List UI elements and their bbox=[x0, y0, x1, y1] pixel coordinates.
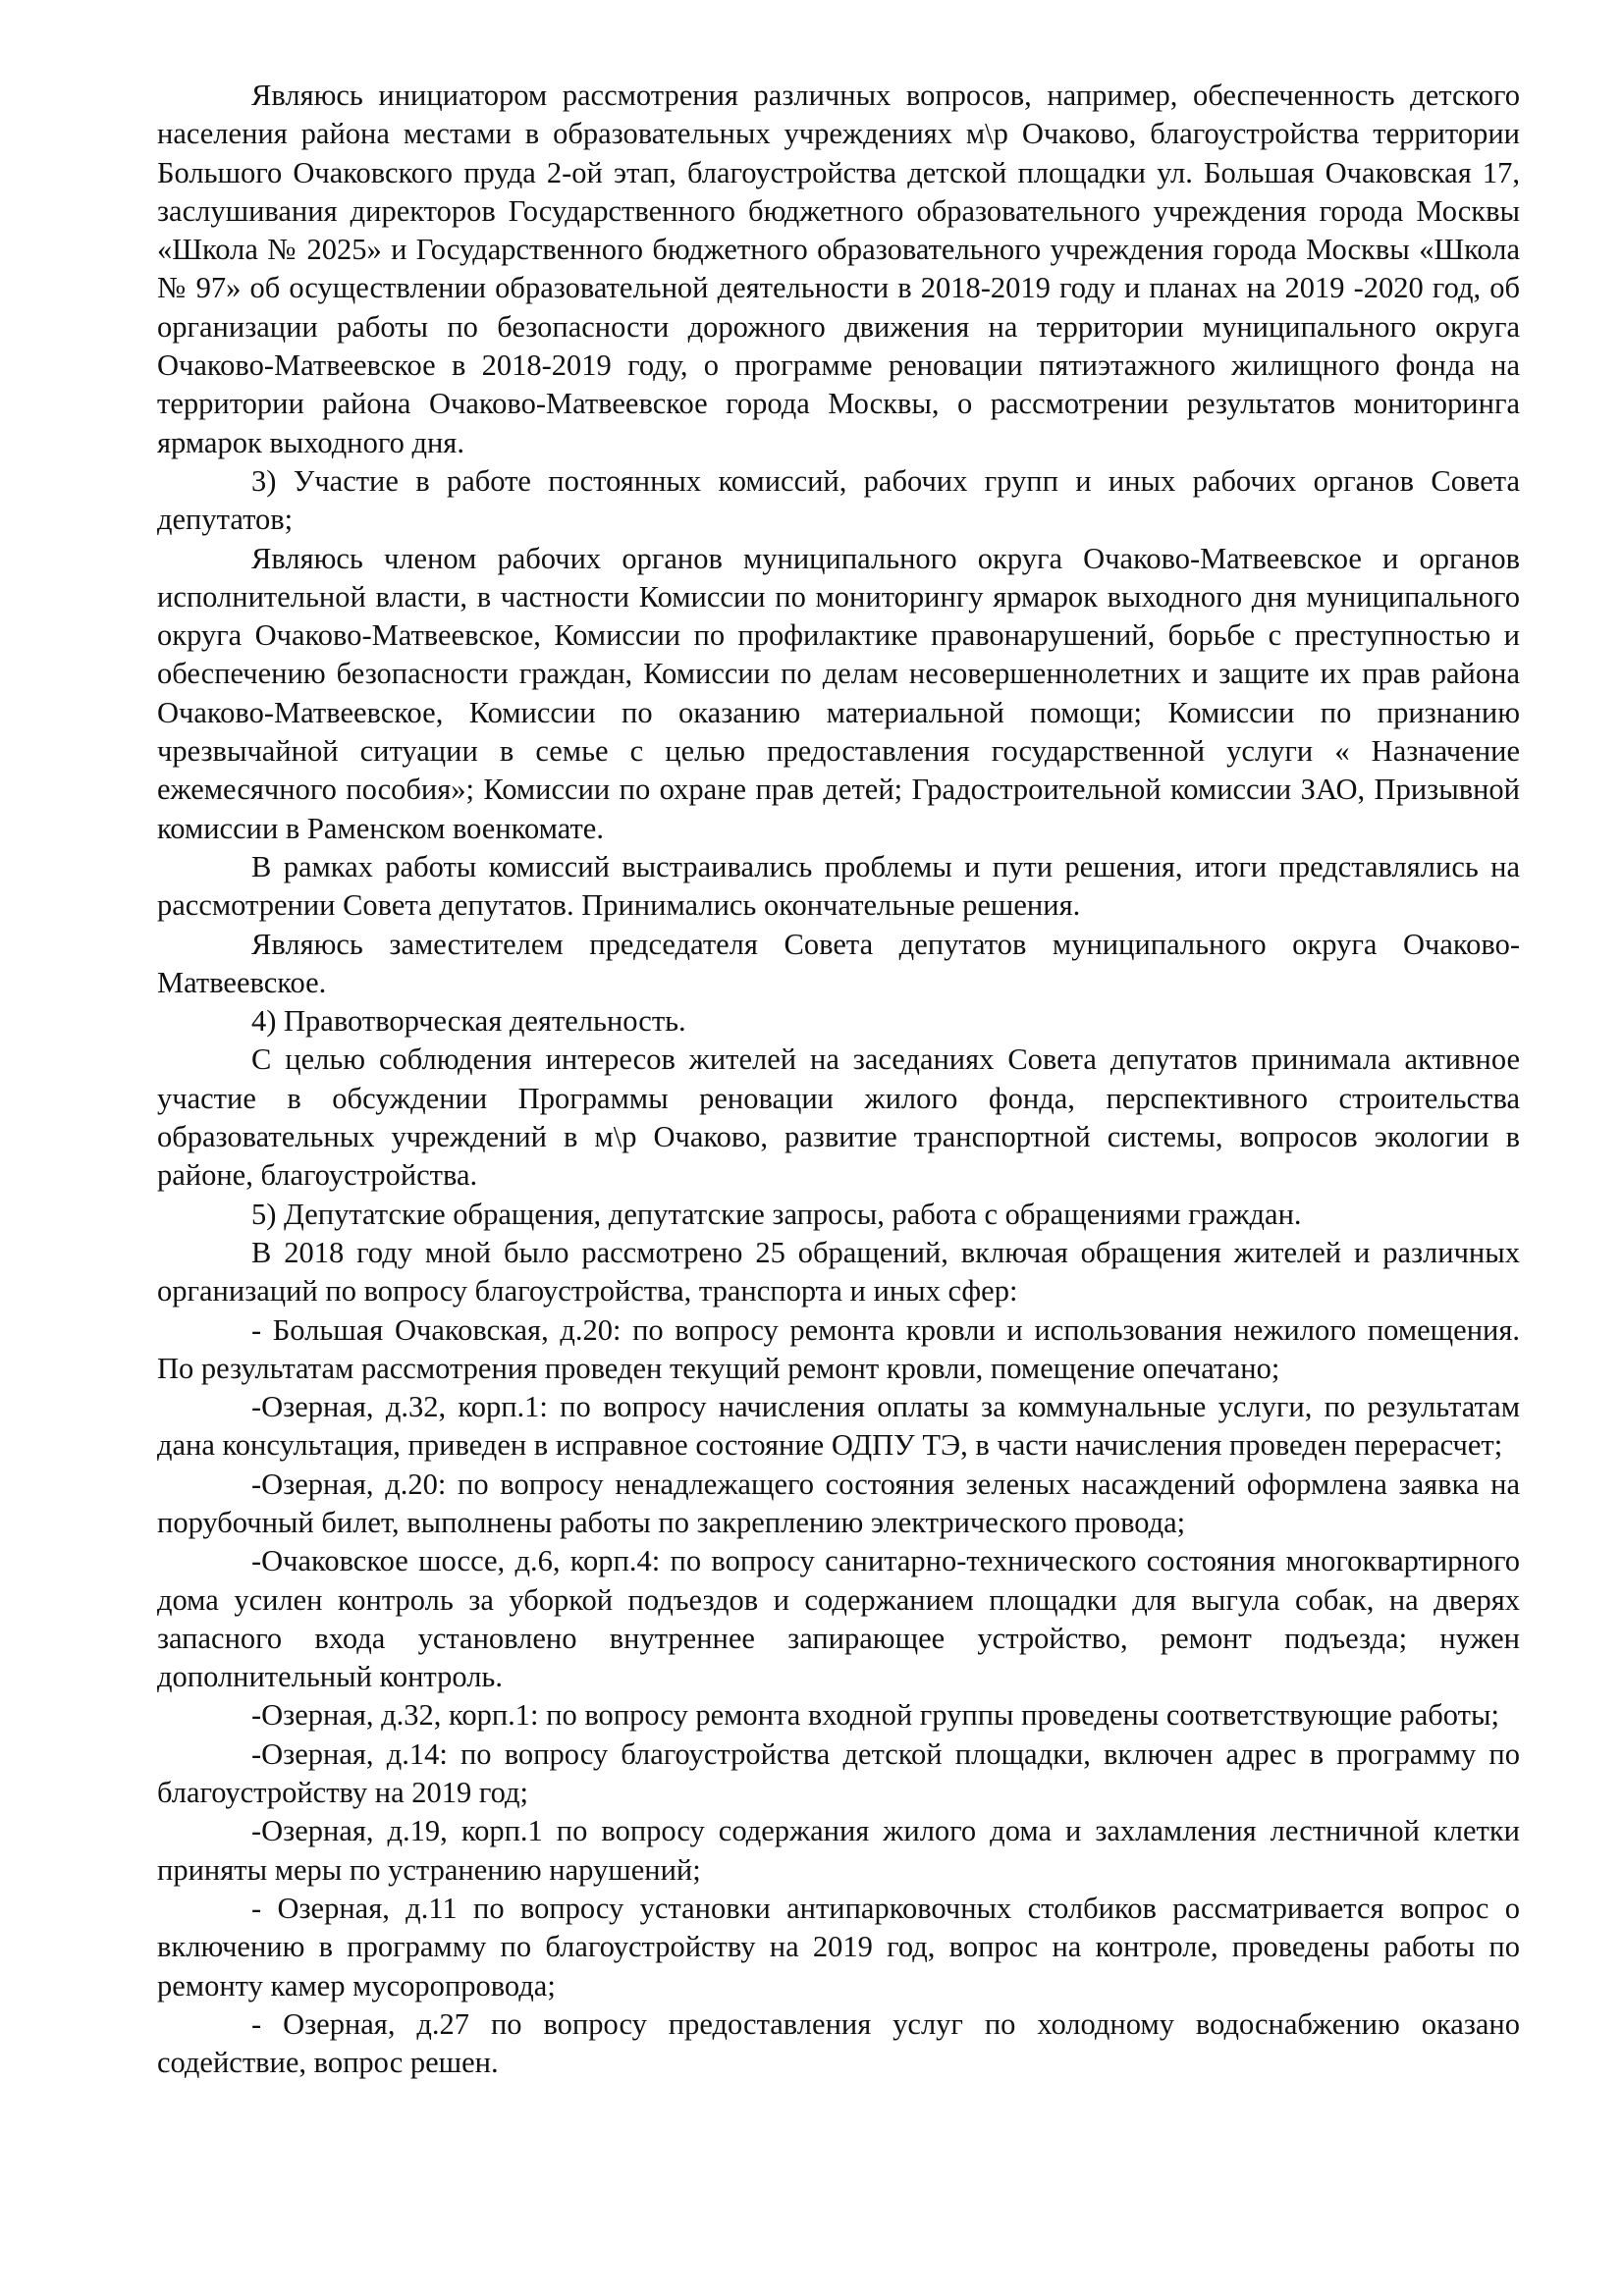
paragraph-deputy-chair: Являюсь заместителем председателя Совета депутатов муниципального округа Очаково-Матвеевское. bbox=[157, 927, 1520, 999]
paragraph-section-4-heading: 4) Правотворческая деятельность. bbox=[251, 1004, 686, 1039]
paragraph-commissions-membership: Являюсь членом рабочих органов муниципального округа Очаково-Матвеевское и органов исполнительной власти, в частности Комиссии по мониторингу ярмарок выходного дня муниципального округа Очаково-Матвеевское, Комиссии по профилактике правонарушений, борьбе с преступностью и обеспечению безопасности граждан, Комиссии по делам несовершеннолетних и защите их прав района Очаково-Матвеевское, Комиссии по оказанию материальной помощи; Комиссии по признанию чрезвычайной ситуации в семье с целью предоставления государственной услуги « Назначение ежемесячного пособия»; Комиссии по охране прав детей; Градостроительной комиссии ЗАО, Призывной комиссии в Раменском военкомате. bbox=[157, 541, 1520, 845]
paragraph-appeals-summary: В 2018 году мной было рассмотрено 25 обращений, включая обращения жителей и различных организаций по вопросу благоустройства, транспорта и иных сфер: bbox=[157, 1235, 1520, 1308]
list-item-appeal: -Очаковское шоссе, д.6, корп.4: по вопросу санитарно-технического состояния многоквартирного дома усилен контроль за уборкой подъездов и содержанием площадки для выгула собак, на дверях запасного входа установлено внутреннее запирающее устройство, ремонт подъезда; нужен дополнительный контроль. bbox=[157, 1544, 1520, 1694]
paragraph-lawmaking: С целью соблюдения интересов жителей на заседаниях Совета депутатов принимала активное участие в обсуждении Программы реновации жилого фонда, перспективного строительства образовательных учреждений в м\р Очаково, развитие транспортной системы, вопросов экологии в районе, благоустройства. bbox=[157, 1042, 1520, 1193]
list-item-appeal: -Озерная, д.32, корп.1: по вопросу начисления оплаты за коммунальные услуги, по результатам дана консультация, приведен в исправное состояние ОДПУ ТЭ, в части начисления проведен перерасчет; bbox=[157, 1390, 1520, 1463]
list-item-appeal: - Озерная, д.27 по вопросу предоставления услуг по холодному водоснабжению оказано содействие, вопрос решен. bbox=[157, 2006, 1520, 2080]
paragraph-commissions-work: В рамках работы комиссий выстраивались проблемы и пути решения, итоги представлялись на рассмотрении Совета депутатов. Принимались окончательные решения. bbox=[157, 849, 1520, 923]
list-item-appeal: -Озерная, д.20: по вопросу ненадлежащего состояния зеленых насаждений оформлена заявка на порубочный билет, выполнены работы по закреплению электрического провода; bbox=[157, 1467, 1520, 1539]
paragraph-section-5-heading: 5) Депутатские обращения, депутатские запросы, работа с обращениями граждан. bbox=[251, 1197, 1302, 1231]
paragraph-section-3-heading: 3) Участие в работе постоянных комиссий, рабочих групп и иных рабочих органов Совета депутатов; bbox=[157, 463, 1520, 537]
list-item-appeal: - Большая Очаковская, д.20: по вопросу ремонта кровли и использования нежилого помещения. По результатам рассмотрения проведен текущий ремонт кровли, помещение опечатано; bbox=[157, 1312, 1520, 1385]
list-item-appeal: -Озерная, д.32, корп.1: по вопросу ремонта входной группы проведены соответствующие работы; bbox=[251, 1698, 1499, 1733]
list-item-appeal: -Озерная, д.19, корп.1 по вопросу содержания жилого дома и захламления лестничной клетки приняты меры по устранению нарушений; bbox=[157, 1814, 1520, 1887]
paragraph-initiative: Являюсь инициатором рассмотрения различных вопросов, например, обеспеченность детского населения района местами в образовательных учреждениях м\р Очаково, благоустройства территории Большого Очаковского пруда 2-ой этап, благоустройства детской площадки ул. Большая Очаковская 17, заслушивания директоров Государственного бюджетного образовательного учреждения города Москвы «Школа № 2025» и Государственного бюджетного образовательного учреждения города Москвы «Школа № 97» об осуществлении образовательной деятельности в 2018-2019 году и планах на 2019 -2020 год, об организации работы по безопасности дорожного движения на территории муниципального округа Очаково-Матвеевское в 2018-2019 году, о программе реновации пятиэтажного жилищного фонда на территории района Очаково-Матвеевское города Москвы, о рассмотрении результатов мониторинга ярмарок выходного дня. bbox=[157, 79, 1520, 459]
list-item-appeal: -Озерная, д.14: по вопросу благоустройства детской площадки, включен адрес в программу по благоустройству на 2019 год; bbox=[157, 1736, 1520, 1810]
document-page bbox=[157, 77, 1520, 2082]
list-item-appeal: - Озерная, д.11 по вопросу установки антипарковочных столбиков рассматривается вопрос о включению в программу по благоустройству на 2019 год, вопрос на контроле, проведены работы по ремонту камер мусоропровода; bbox=[157, 1891, 1520, 2002]
